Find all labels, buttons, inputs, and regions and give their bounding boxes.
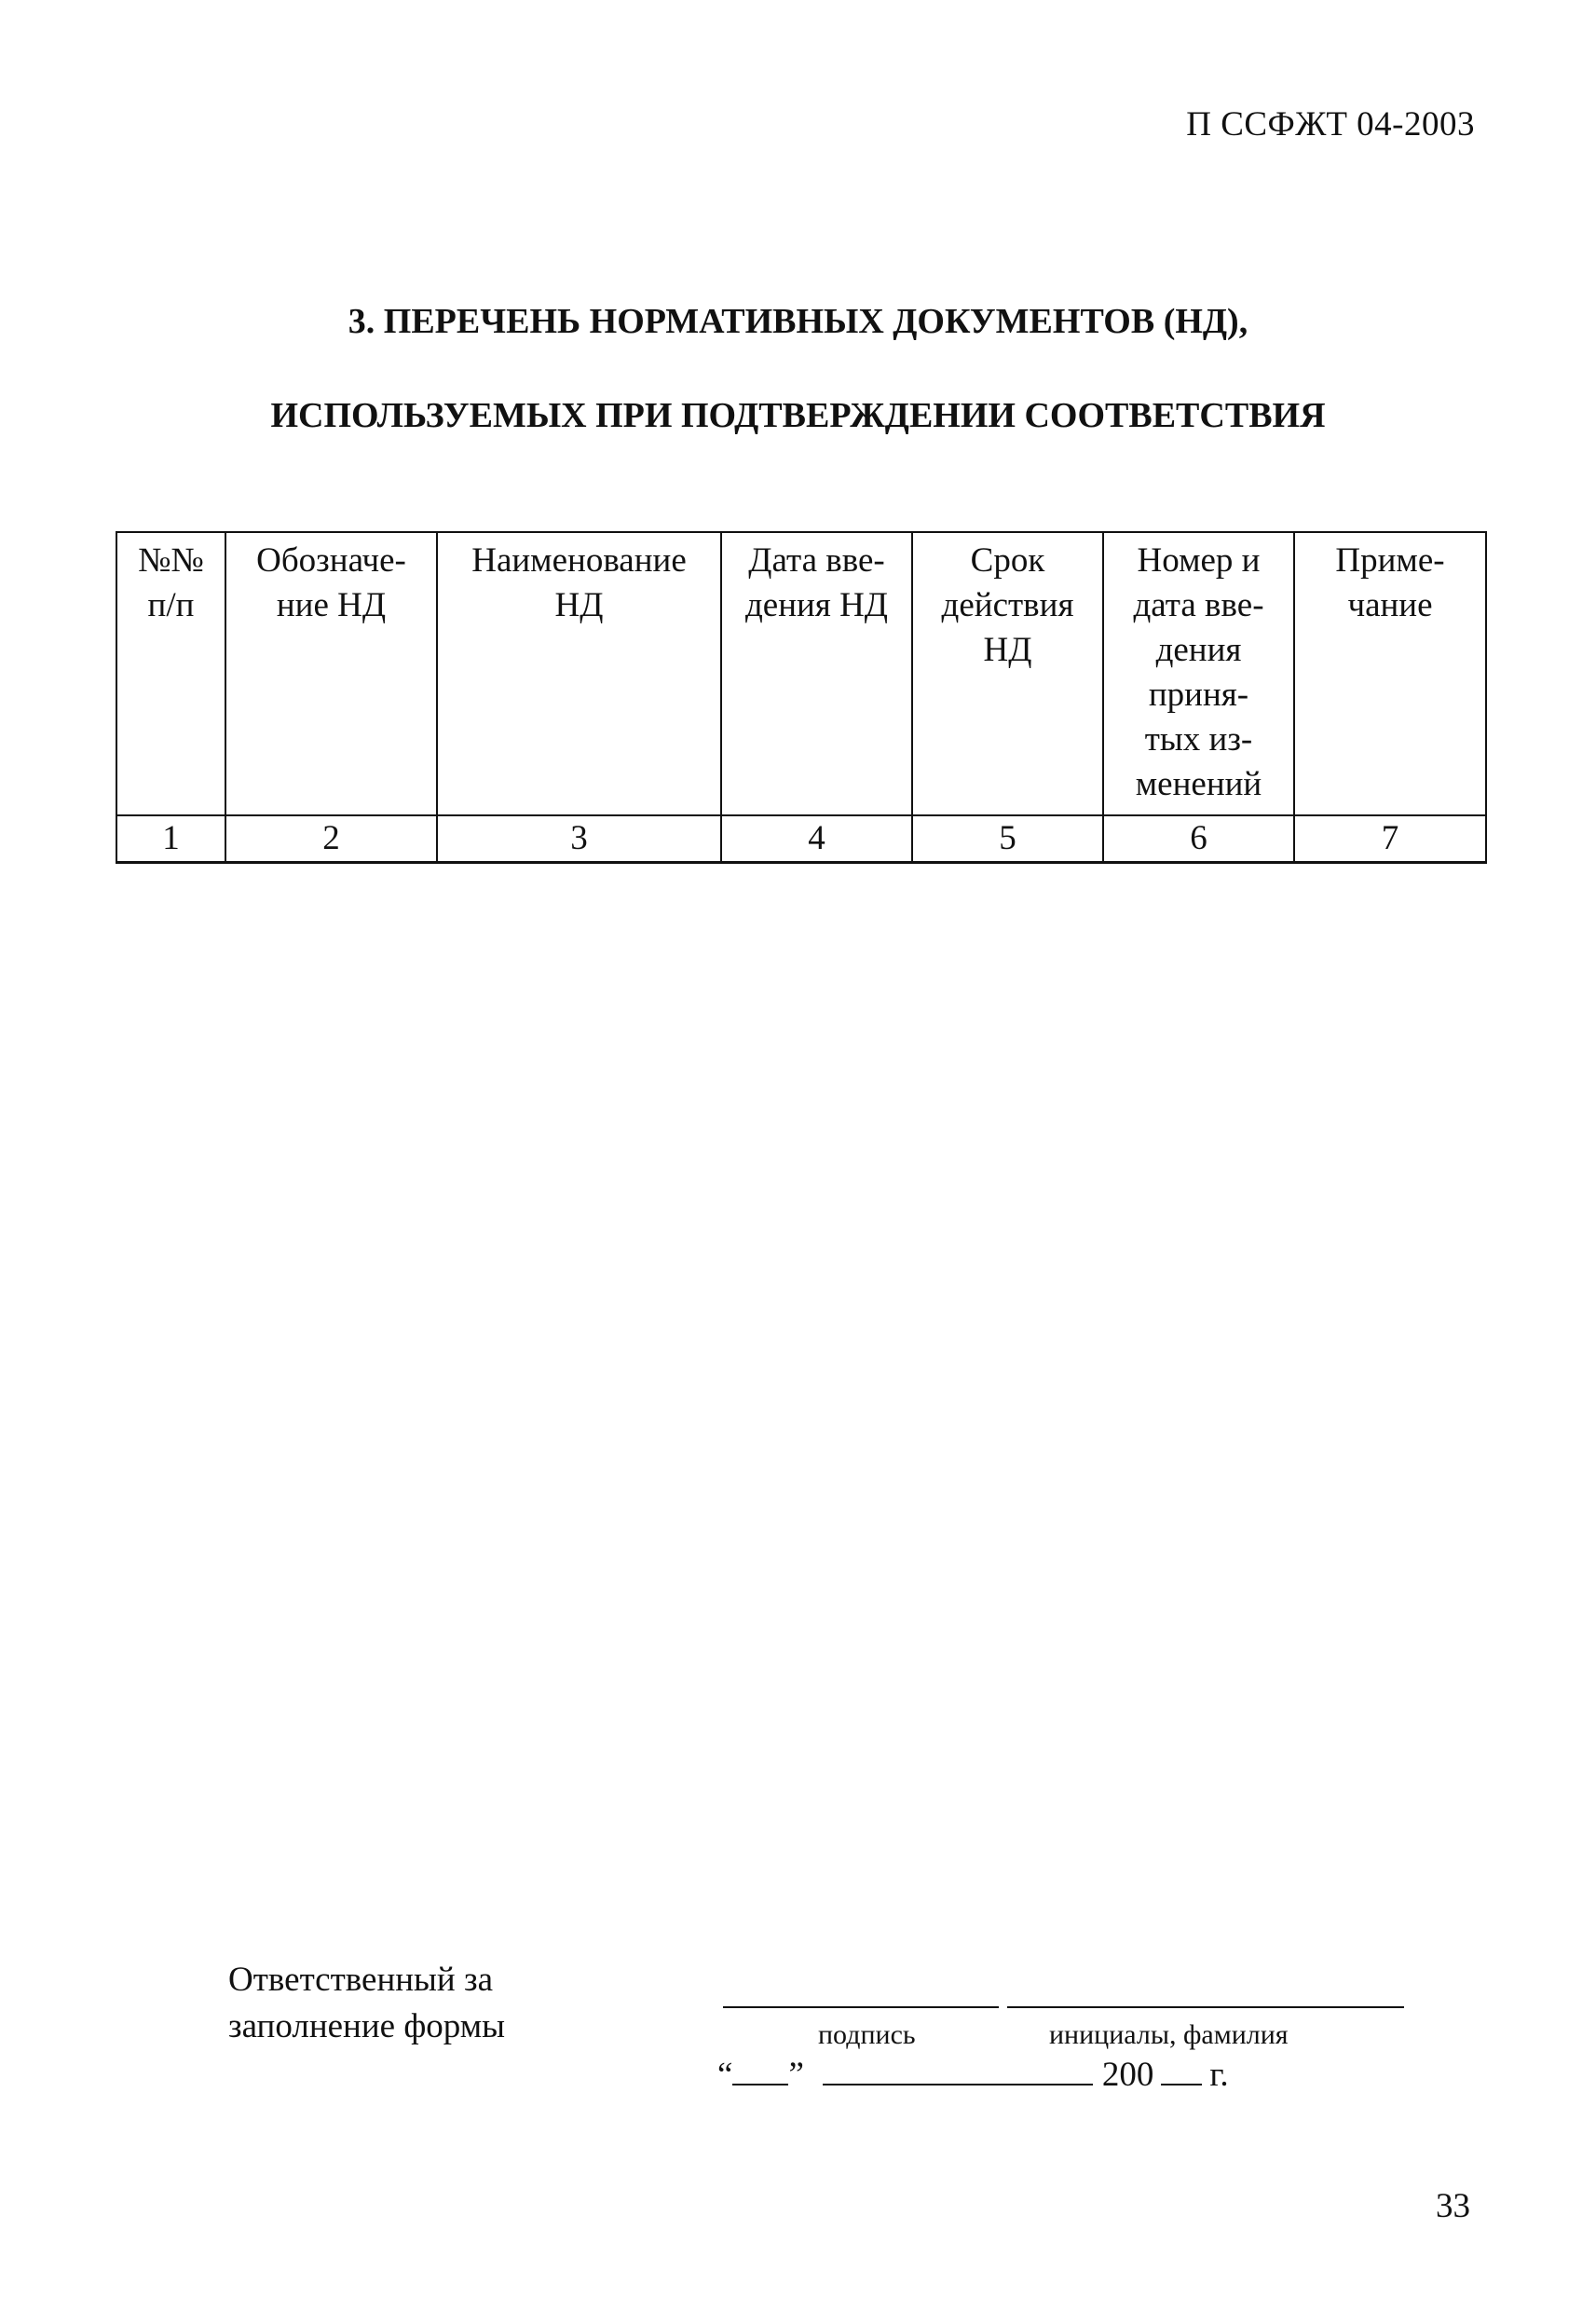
nd-table <box>116 531 1487 864</box>
header-text: НД <box>554 586 604 624</box>
month-blank <box>823 2056 1093 2085</box>
quote-close: ” <box>788 2056 804 2094</box>
page-number: 33 <box>1436 2187 1470 2225</box>
header-text: действия <box>941 586 1074 624</box>
column-number-cell: 3 <box>437 815 721 863</box>
header-text: дения <box>1155 631 1242 669</box>
header-text: Обозначе- <box>256 541 406 580</box>
column-number-cell: 7 <box>1294 815 1486 863</box>
header-text: НД <box>983 631 1032 669</box>
responsible-label <box>228 1957 505 2050</box>
header-text: дата вве- <box>1133 586 1264 624</box>
column-number-cell: 4 <box>721 815 912 863</box>
header-text: Наименование <box>471 541 687 580</box>
col-header-intro-date <box>721 532 912 815</box>
col-header-number <box>116 532 225 815</box>
header-text: №№ <box>138 541 204 580</box>
signature-line <box>723 2006 999 2008</box>
column-number-row <box>116 815 1486 863</box>
header-text: приня- <box>1148 676 1249 714</box>
responsible-line-1: Ответственный за <box>228 1961 494 1999</box>
name-line <box>1007 2006 1404 2008</box>
header-text: чание <box>1347 586 1433 624</box>
responsible-line-2: заполнение формы <box>228 2007 506 2045</box>
doc-code: П ССФЖТ 04-2003 <box>1186 105 1475 144</box>
header-text: Дата вве- <box>748 541 885 580</box>
year-blank <box>1161 2056 1202 2085</box>
col-header-validity <box>912 532 1103 815</box>
signature-caption: подпись <box>818 2019 916 2050</box>
col-header-note <box>1294 532 1486 815</box>
header-text: п/п <box>147 586 195 624</box>
quote-open: “ <box>717 2056 733 2094</box>
header-text: Номер и <box>1137 541 1261 580</box>
column-number-cell: 6 <box>1103 815 1294 863</box>
col-header-name <box>437 532 721 815</box>
col-header-amendments <box>1103 532 1294 815</box>
column-number-cell: 1 <box>116 815 225 863</box>
date-row <box>717 2055 1229 2095</box>
header-text: ние НД <box>276 586 387 624</box>
header-text: Срок <box>970 541 1045 580</box>
day-blank <box>732 2056 788 2085</box>
year-suffix: г. <box>1209 2056 1229 2094</box>
header-text: менений <box>1135 765 1262 803</box>
year-prefix: 200 <box>1101 2056 1154 2094</box>
table-header-row <box>116 532 1486 815</box>
name-caption: инициалы, фамилия <box>1049 2019 1289 2050</box>
section-title-line-2: ИСПОЛЬЗУЕМЫХ ПРИ ПОДТВЕРЖДЕНИИ СООТВЕТСТВИЯ <box>270 396 1326 435</box>
header-text: Приме- <box>1335 541 1445 580</box>
header-text: дения НД <box>744 586 889 624</box>
header-text: тых из- <box>1144 720 1253 759</box>
column-number-cell: 5 <box>912 815 1103 863</box>
col-header-designation <box>225 532 437 815</box>
section-title-line-1: 3. ПЕРЕЧЕНЬ НОРМАТИВНЫХ ДОКУМЕНТОВ (НД), <box>348 302 1248 341</box>
column-number-cell: 2 <box>225 815 437 863</box>
